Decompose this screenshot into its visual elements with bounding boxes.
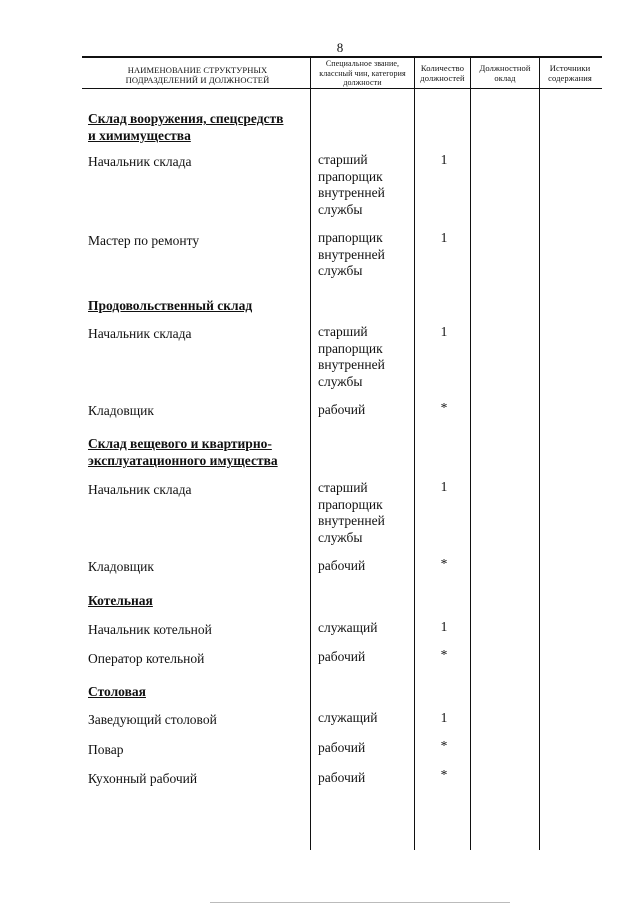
section-title-clothing-warehouse: Склад вещевого и квартирно- эксплуатационного имущества [88,436,278,468]
header-col-salary: Должностной оклад [479,63,531,83]
position-name: Заведующий столовой [88,712,217,727]
position-rank: старший прапорщик внутренней службы [318,480,385,545]
header-col-name: НАИМЕНОВАНИЕ СТРУКТУРНЫХ ПОДРАЗДЕЛЕНИЙ И ДОЛЖНОСТЕЙ [125,65,270,85]
section-title-weapons-warehouse: Склад вооружения, спецсредств и химимущества [88,111,284,143]
position-name: Повар [88,742,124,757]
position-count: * [440,647,448,662]
position-rank: рабочий [318,770,366,785]
position-rank: рабочий [318,649,366,664]
position-count: * [440,400,448,415]
position-count: 1 [440,152,448,167]
position-name: Начальник склада [88,326,192,341]
position-rank: рабочий [318,402,366,417]
position-name: Начальник склада [88,154,192,169]
position-name: Кладовщик [88,559,154,574]
position-rank: служащий [318,620,378,635]
position-count: * [440,738,448,753]
page-number: 8 [336,40,344,55]
column-divider-1 [310,56,311,850]
position-count: 1 [440,479,448,494]
position-name: Мастер по ремонту [88,233,200,248]
header-col-rank: Специальное звание, классный чин, категория должности [319,59,406,87]
position-name: Кухонный рабочий [88,771,198,786]
position-name: Начальник котельной [88,622,212,637]
position-rank: рабочий [318,740,366,755]
position-count: 1 [440,230,448,245]
position-rank: старший прапорщик внутренней службы [318,152,385,217]
column-divider-4 [539,56,540,850]
bottom-scan-edge [210,902,510,903]
position-count: * [440,556,448,571]
position-name: Оператор котельной [88,651,205,666]
header-col-count: Количество должностей [420,63,465,83]
section-title-canteen: Столовая [88,684,146,699]
column-divider-2 [414,56,415,850]
position-name: Начальник склада [88,482,192,497]
position-count: 1 [440,710,448,725]
section-title-food-warehouse: Продовольственный склад [88,298,253,313]
position-rank: рабочий [318,558,366,573]
position-name: Кладовщик [88,403,154,418]
position-count: 1 [440,324,448,339]
position-rank: старший прапорщик внутренней службы [318,324,385,389]
header-top-rule [82,56,602,58]
position-rank: прапорщик внутренней службы [318,230,385,278]
header-col-source: Источники содержания [548,63,592,83]
position-rank: служащий [318,710,378,725]
section-title-boiler-room: Котельная [88,593,153,608]
position-count: * [440,767,448,782]
column-divider-3 [470,56,471,850]
header-bottom-rule [82,88,602,89]
position-count: 1 [440,619,448,634]
